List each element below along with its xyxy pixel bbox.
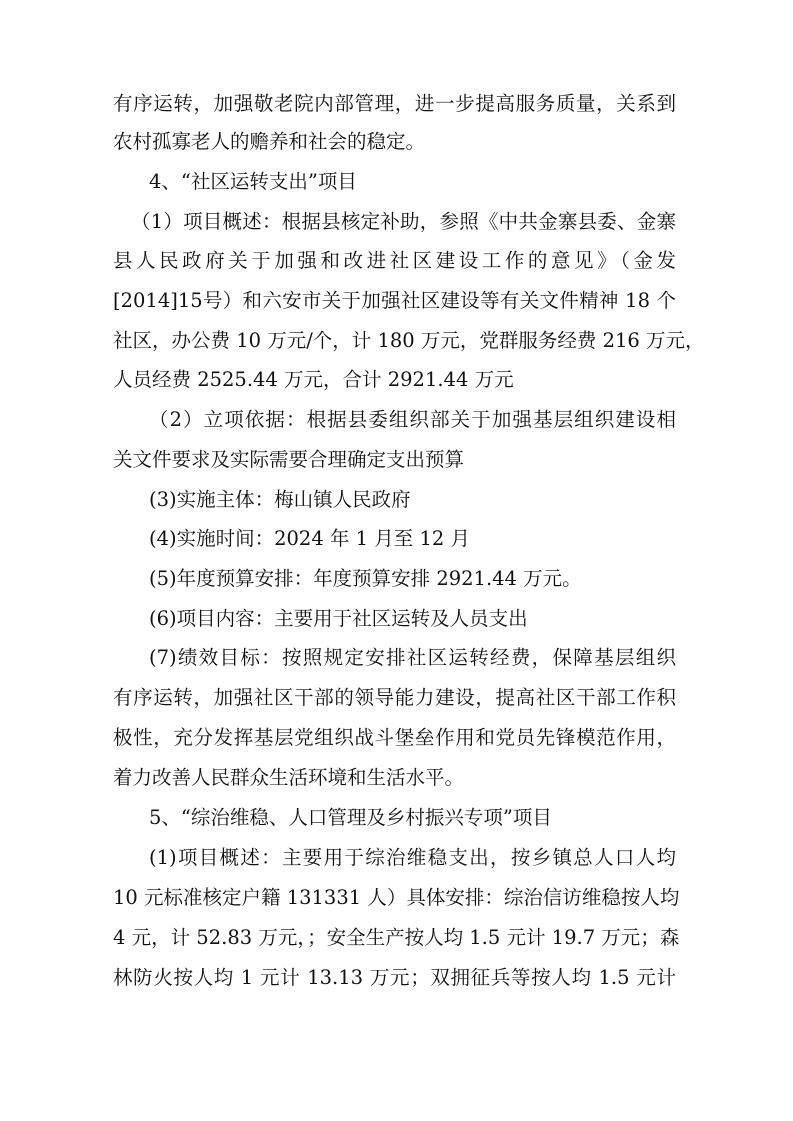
paragraph-line-16: 有序运转，加强社区干部的领导能力建设，提高社区干部工作积 (113, 686, 676, 709)
paragraph-line-11: (3)实施主体：梅山镇人民政府 (149, 488, 411, 511)
paragraph-line-18: 着力改善人民群众生活环境和生活水平。 (113, 766, 465, 789)
paragraph-line-9: （2）立项依据：根据县委组织部关于加强基层组织建设相 (149, 408, 676, 431)
paragraph-line-12: (4)实施时间：2024 年 1 月至 12 月 (149, 527, 470, 550)
paragraph-line-20: (1)项目概述：主要用于综治维稳支出，按乡镇总人口人均 (149, 846, 676, 869)
paragraph-line-17: 极性，充分发挥基层党组织战斗堡垒作用和党员先锋模范作用， (113, 726, 676, 749)
paragraph-line-10: 关文件要求及实际需要合理确定支出预算 (113, 448, 465, 471)
paragraph-line-15: (7)绩效目标：按照规定安排社区运转经费，保障基层组织 (149, 646, 676, 669)
paragraph-line-8: 人员经费 2525.44 万元，合计 2921.44 万元 (113, 368, 514, 391)
paragraph-line-13: (5)年度预算安排：年度预算安排 2921.44 万元。 (149, 567, 582, 590)
paragraph-line-14: (6)项目内容：主要用于社区运转及人员支出 (149, 607, 528, 630)
paragraph-line-6: [2014]15号）和六安市关于加强社区建设等有关文件精神 18 个 (113, 289, 676, 312)
paragraph-line-1: 有序运转，加强敬老院内部管理，进一步提高服务质量，关系到 (113, 92, 676, 115)
paragraph-line-4: （1）项目概述：根据县核定补助，参照《中共金寨县委、金寨 (131, 210, 676, 233)
section-heading-4: 4、“社区运转支出”项目 (149, 170, 357, 193)
section-heading-5: 5、“综治维稳、人口管理及乡村振兴专项”项目 (149, 806, 552, 829)
paragraph-line-22: 4 元，计 52.83 万元，；安全生产按人均 1.5 元计 19.7 万元；森 (113, 926, 680, 949)
paragraph-line-23: 林防火按人均 1 元计 13.13 万元；双拥征兵等按人均 1.5 元计 (113, 966, 676, 989)
paragraph-line-5: 县人民政府关于加强和改进社区建设工作的意见》（金发 (113, 249, 676, 272)
paragraph-line-2: 农村孤寡老人的赡养和社会的稳定。 (113, 130, 426, 153)
paragraph-line-7: 社区，办公费 10 万元/个，计 180 万元，党群服务经费 216 万元， (113, 329, 705, 352)
paragraph-line-21: 10 元标准核定户籍 131331 人）具体安排：综治信访维稳按人均 (113, 886, 680, 909)
